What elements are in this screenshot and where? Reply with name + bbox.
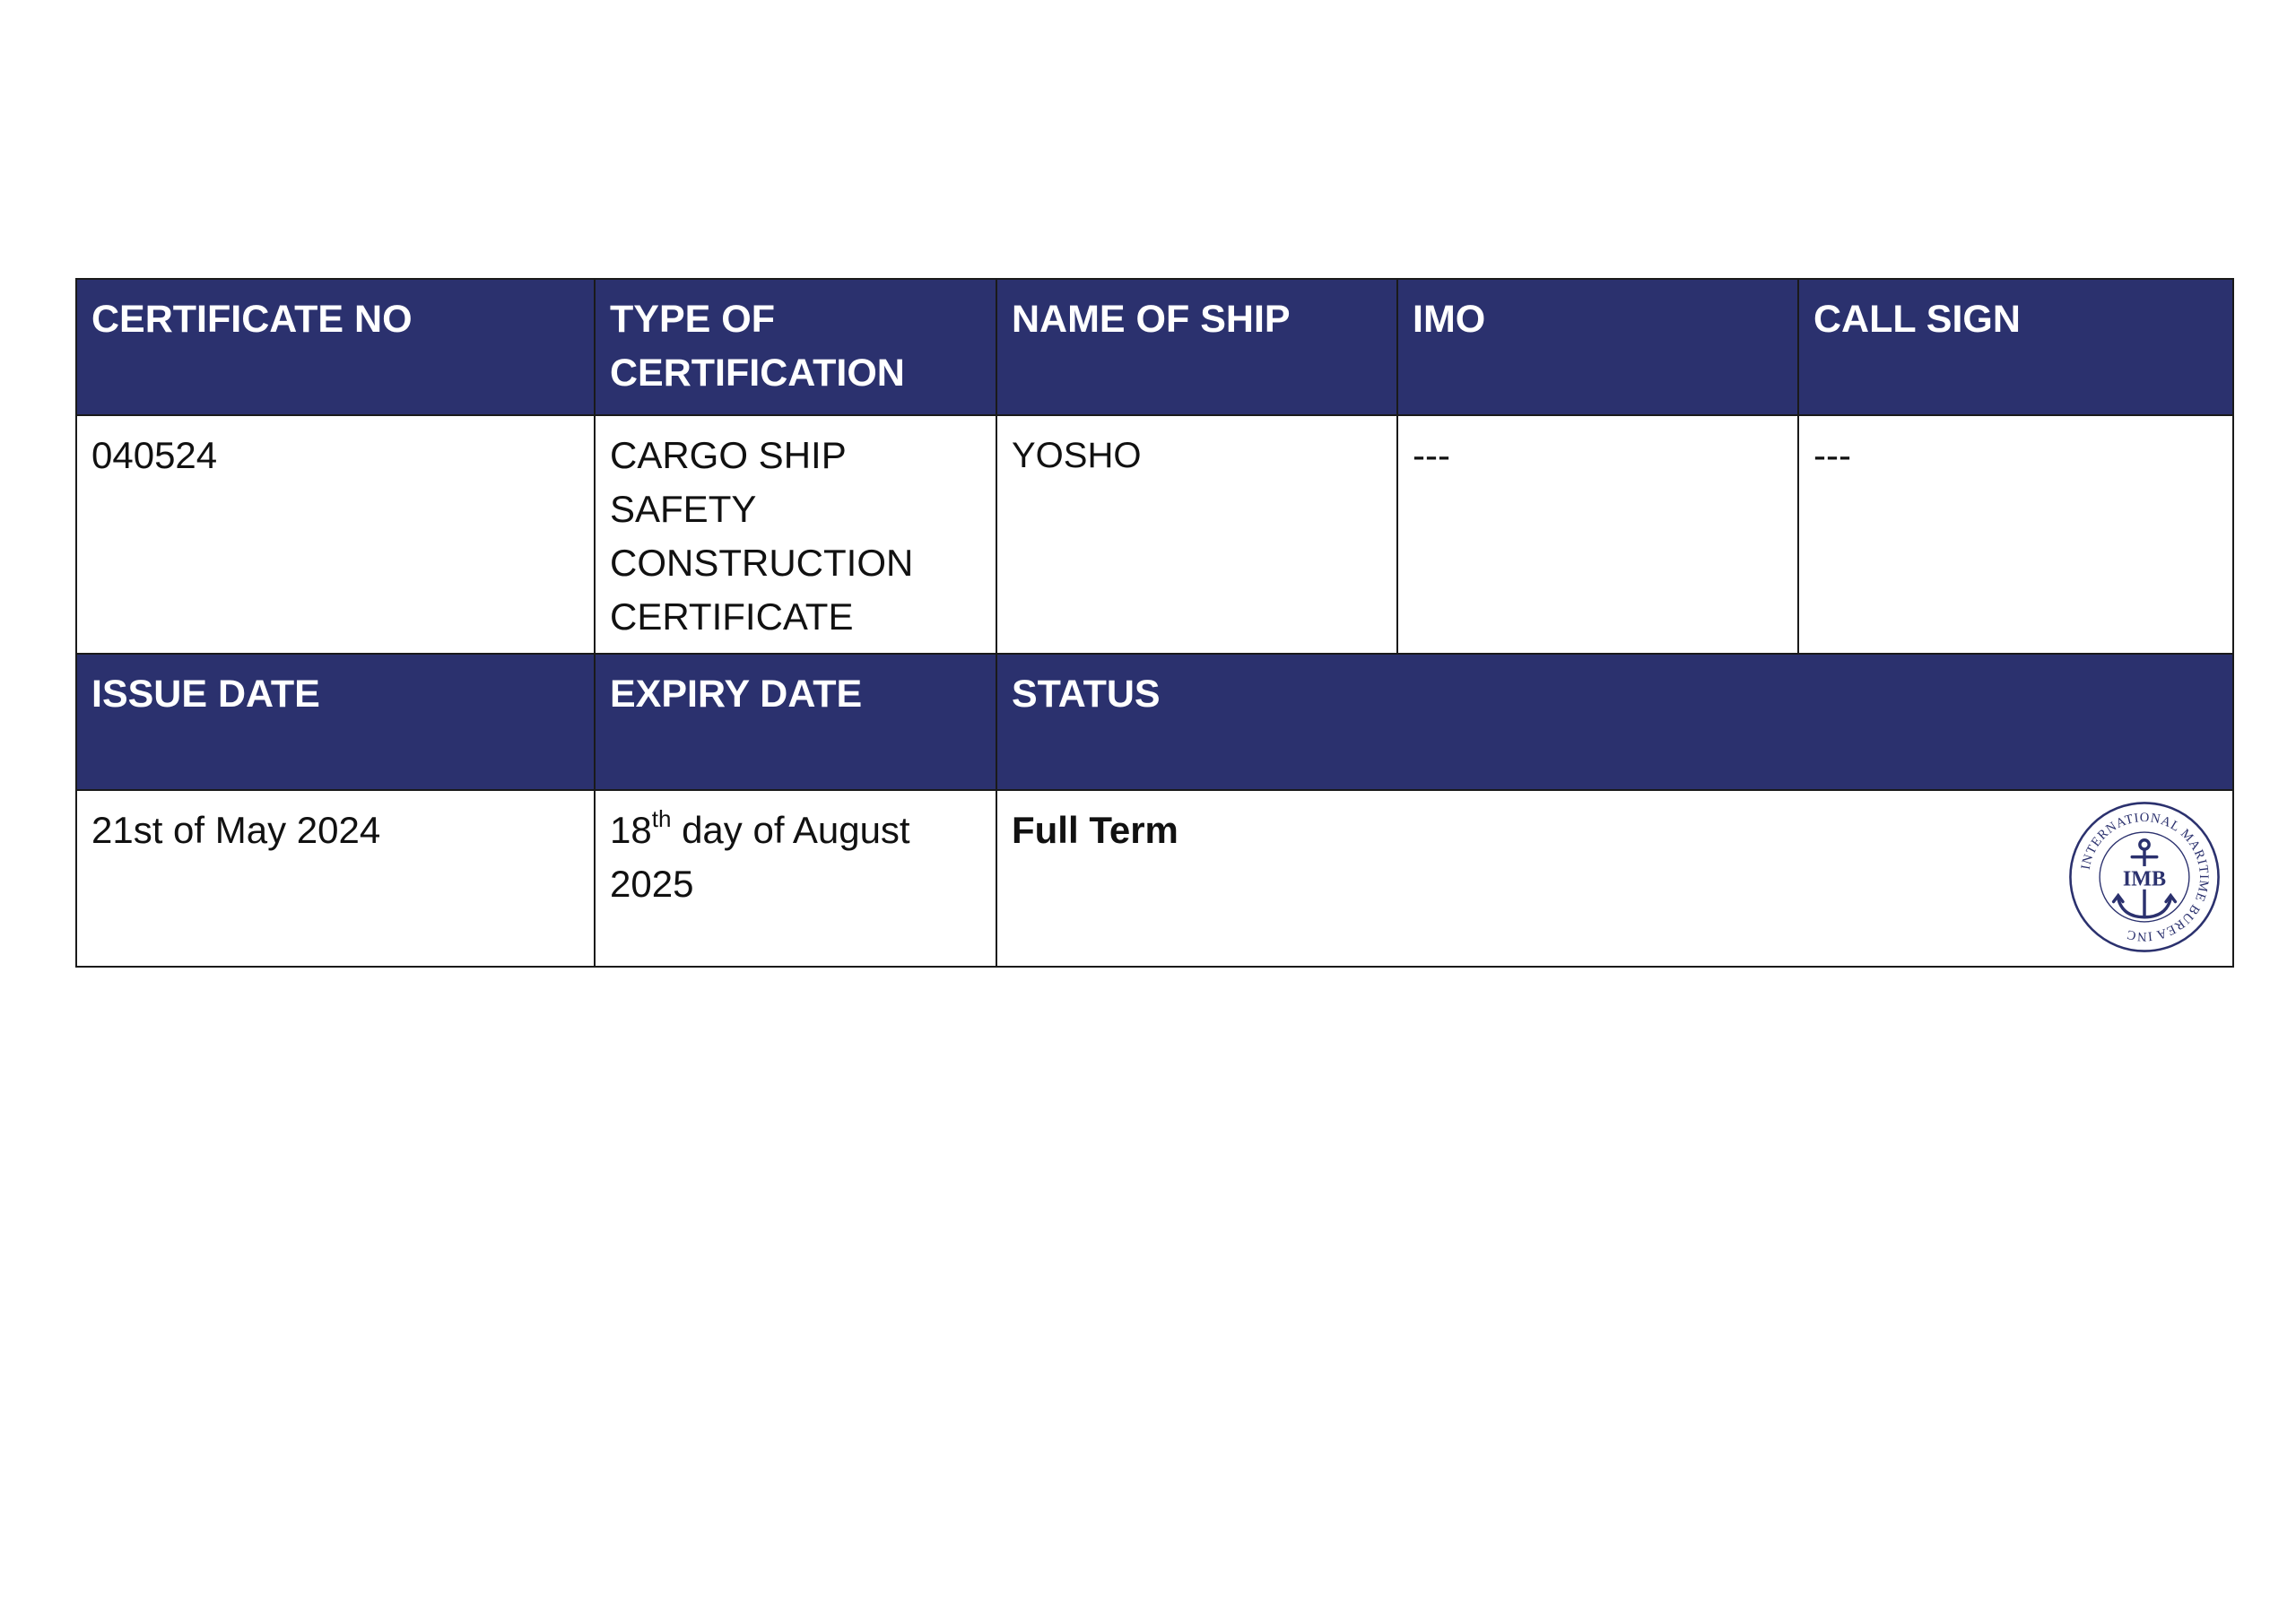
expiry-rest: day of August [671,809,910,851]
value-row-1 [76,415,2233,654]
expiry-year: 2025 [610,863,694,905]
header-issue-date: ISSUE DATE [76,654,595,790]
seal-center-text: IMB [2122,867,2167,891]
header-name-of-ship: NAME OF SHIP [996,279,1397,415]
value-name-of-ship: YOSHO [996,415,1397,654]
header-type-of-certification: TYPE OF CERTIFICATION [595,279,996,415]
header-row-1 [76,279,2233,415]
type-line-3: CERTIFICATE [610,595,854,638]
certificate-table [75,278,2234,968]
header-row-2 [76,654,2233,790]
value-row-2 [76,790,2233,967]
value-status: Full Term [1012,809,1178,851]
header-imo: IMO [1397,279,1798,415]
value-type-of-certification [595,415,996,654]
imb-seal-stamp [2067,800,2222,954]
value-certificate-no: 040524 [76,415,595,654]
expiry-date-line-1 [610,803,981,857]
type-line-1: CARGO SHIP SAFETY [610,434,846,530]
value-issue-date: 21st of May 2024 [76,790,595,967]
type-line-2: CONSTRUCTION [610,542,914,584]
header-certificate-no: CERTIFICATE NO [76,279,595,415]
header-expiry-date: EXPIRY DATE [595,654,996,790]
value-call-sign: --- [1798,415,2233,654]
expiry-day: 18 [610,809,652,851]
seal-ring-text: INTERNATIONAL MARITIME BUREA INC [2078,811,2212,944]
value-expiry-date [595,790,996,967]
header-call-sign: CALL SIGN [1798,279,2233,415]
expiry-ordinal-suffix: th [651,805,672,832]
header-status: STATUS [996,654,2233,790]
value-imo: --- [1397,415,1798,654]
value-status-cell [996,790,2233,967]
